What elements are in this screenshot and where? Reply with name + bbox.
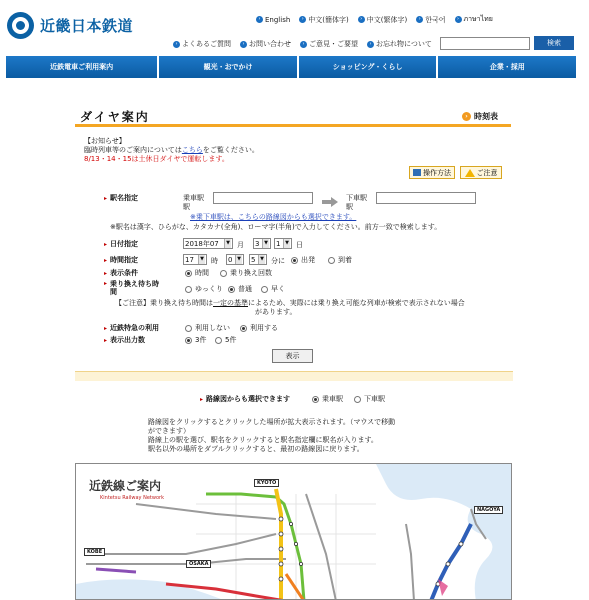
map-subtitle: Kintetsu Railway Network [100,495,164,501]
transfer-wait-label: ▸ 乗り換え待ち時間 [104,280,160,296]
special-train-link[interactable]: こちら [181,146,203,154]
route-map-select-link[interactable]: ※乗下車駅は、こちらの路線図からも選択できます。 [190,213,357,221]
timetable-link[interactable]: › 時刻表 [462,111,498,122]
city-kobe[interactable]: KOBE [84,548,105,556]
arrow-circle-icon: › [300,41,307,48]
lang-thai[interactable]: › ภาษาไทย [455,14,493,25]
site-search-input[interactable] [440,37,530,50]
day-tens-select[interactable]: 3 ▼ [253,238,271,249]
kintetsu-logo[interactable] [7,12,133,39]
arrow-circle-icon: › [358,16,365,23]
year-month-select[interactable]: 2018年07 ▼ [183,238,233,249]
monitor-icon [413,169,421,176]
section-band [75,371,513,381]
city-nagoya[interactable]: NAGOYA [474,506,503,514]
alight-suffix: 駅 [346,203,353,211]
minute-tens-select[interactable]: 0 ▼ [226,254,244,265]
express-label: ▸ 近鉄特急の利用 [104,323,159,333]
express-no-radio[interactable]: 利用しない [185,323,230,333]
hour-select[interactable]: 17 ▼ [183,254,207,265]
show-results-button[interactable]: 表示 [272,349,313,363]
chevron-down-icon: ▼ [198,255,205,264]
chevron-down-icon: ▼ [224,239,231,248]
route-map[interactable] [75,463,512,600]
lang-chinese-traditional[interactable]: › 中文(繁体字) [358,14,407,25]
arrow-circle-icon: › [455,16,462,23]
depart-radio[interactable]: 出発 [291,255,315,265]
cond-time-radio[interactable]: 時間 [185,268,209,278]
map-instructions: 路線図をクリックするとクリックした場所が拡大表示されます。（マウスで移動 ができます） 路線上の駅を選び、駅名をクリックすると駅名指定欄に駅名が入ります。 駅名以外の場所をダブルクリックすると、最初の路線図に戻ります。 [148,418,396,453]
arrow-circle-icon: › [462,112,471,121]
alight-label: 下車駅 [346,194,367,202]
output-count-label: ▸ 表示出力数 [104,335,145,345]
hour-unit: 時 [211,257,218,265]
express-yes-radio[interactable]: 利用する [240,323,278,333]
kintetsu-logo-icon [7,12,34,39]
condition-label: ▸ 表示条件 [104,268,138,278]
notice-heading: 【お知らせ】 [84,137,126,145]
arrow-circle-icon: › [173,41,180,48]
arrow-circle-icon: › [416,16,423,23]
station-input-hint: ※駅名は漢字、ひらがな、カタカナ(全角)、ローマ字(半角)で入力してください。前方一致で検索します。 [110,223,442,231]
logo-text: 近畿日本鉄道 [40,17,134,35]
nav-corporate[interactable]: 企業・採用 [438,56,576,78]
language-links [256,14,493,25]
day-unit: 日 [296,241,303,249]
chevron-down-icon: ▼ [235,255,242,264]
route-alight-radio[interactable]: 下車駅 [354,394,385,404]
transfer-note: 【ご注意】乗り換え待ち時間は一定の基準によるため、実際には乗り換え可能な列車が検索で表示されない場合 [115,299,465,307]
arrow-circle-icon: › [299,16,306,23]
site-search-button[interactable]: 検索 [534,36,574,50]
route-board-radio[interactable]: 乗車駅 [312,394,343,404]
warning-icon [465,169,475,177]
city-kyoto[interactable]: KYOTO [254,479,279,487]
minute-unit: 分に [271,257,285,265]
count-5-radio[interactable]: 5件 [215,335,236,345]
date-label: ▸ 日付指定 [104,239,138,249]
criteria-link[interactable]: 一定の基準 [213,299,248,307]
right-arrow-icon [322,197,338,207]
contact-link[interactable]: › お問い合わせ [240,39,291,49]
utility-links [173,39,432,49]
transfer-fast-radio[interactable]: 早く [261,284,285,294]
transfer-slow-radio[interactable]: ゆっくり [185,284,223,294]
map-title: 近鉄線ご案内 [89,479,162,493]
caution-button[interactable]: ご注意 [460,166,502,179]
arrive-radio[interactable]: 到着 [328,255,352,265]
chevron-down-icon: ▼ [283,239,290,248]
board-suffix: 駅 [183,203,190,211]
arrow-circle-icon: › [240,41,247,48]
notice-line: 臨時列車等のご案内についてはこちらをご覧ください。 [84,146,259,154]
boarding-station-input[interactable] [213,192,313,204]
station-label: ▸ 駅名指定 [104,193,138,203]
city-osaka[interactable]: OSAKA [186,560,211,568]
page-title: ダイヤ案内 [80,110,150,124]
chevron-down-icon: ▼ [262,239,269,248]
cond-transfer-radio[interactable]: 乗り換え回数 [220,268,272,278]
nav-sightseeing[interactable]: 観光・おでかけ [159,56,297,78]
chevron-down-icon: ▼ [258,255,265,264]
month-unit: 月 [237,241,244,249]
time-label: ▸ 時間指定 [104,255,138,265]
lost-items-link[interactable]: › お忘れ物について [367,39,432,49]
board-label: 乗車駅 [183,194,204,202]
feedback-link[interactable]: › ご意見・ご要望 [300,39,358,49]
lang-korean[interactable]: › 한국어 [416,14,445,25]
transfer-note-line2: があります。 [255,308,297,316]
count-3-radio[interactable]: 3件 [185,335,206,345]
nav-shopping[interactable]: ショッピング・くらし [299,56,437,78]
lang-chinese-simplified[interactable]: › 中文(簡体字) [299,14,348,25]
main-nav [6,56,576,78]
day-ones-select[interactable]: 1 ▼ [274,238,292,249]
alighting-station-input[interactable] [376,192,476,204]
arrow-circle-icon: › [256,16,263,23]
lang-english[interactable]: › English [256,14,290,25]
notice-box [84,137,259,164]
operation-guide-button[interactable]: 操作方法 [409,166,455,179]
transfer-normal-radio[interactable]: 普通 [228,284,252,294]
title-underline [75,124,511,127]
faq-link[interactable]: › よくあるご質問 [173,39,231,49]
nav-railway-guide[interactable]: 近鉄電車ご利用案内 [6,56,157,78]
minute-ones-select[interactable]: 5 ▼ [249,254,267,265]
arrow-circle-icon: › [367,41,374,48]
route-select-label: ▸ 路線図からも選択できます [200,394,290,404]
notice-alert: 8/13・14・15は土休日ダイヤで運転します。 [84,155,229,163]
